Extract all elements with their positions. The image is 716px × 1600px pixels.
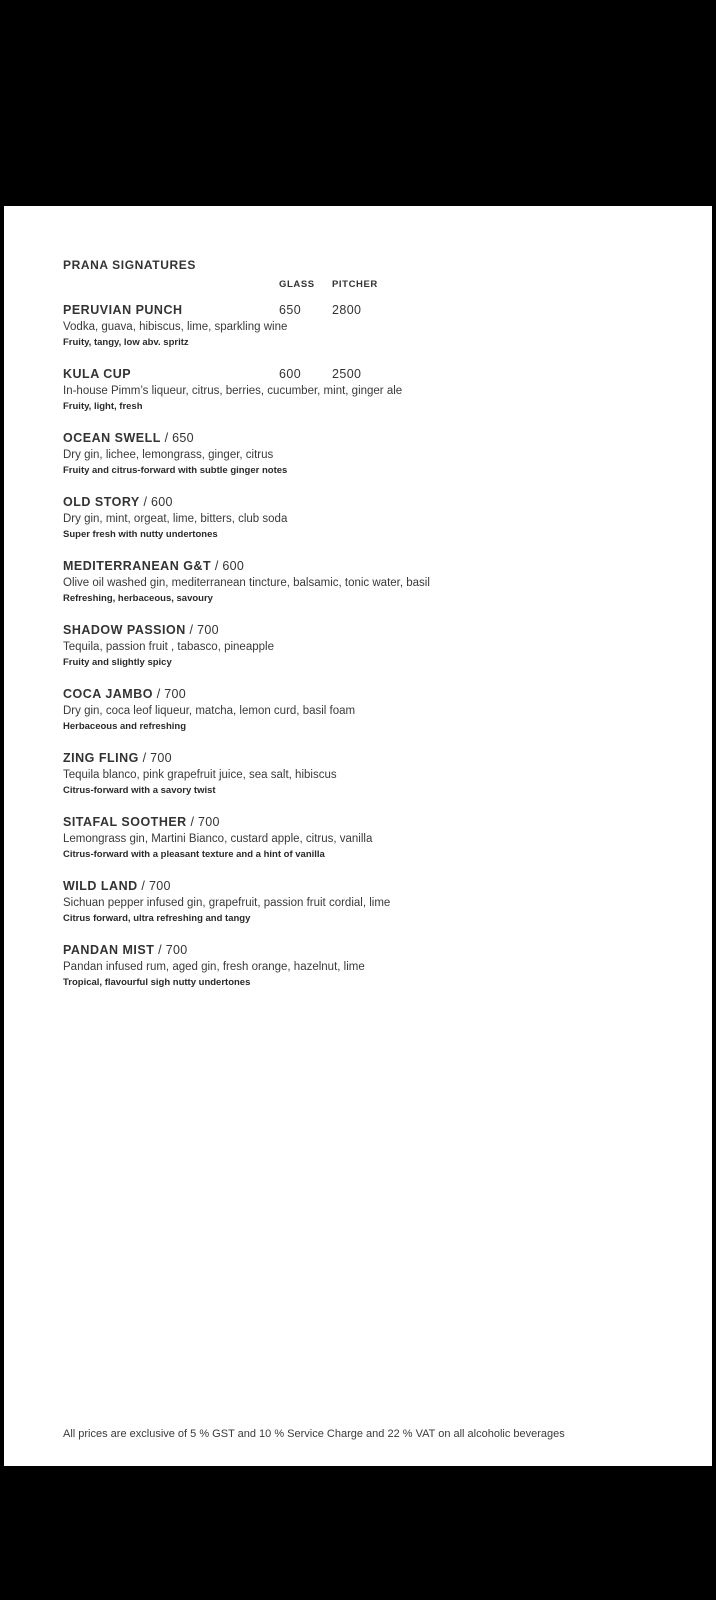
item-notes: Herbaceous and refreshing [63,721,187,732]
tax-footnote: All prices are exclusive of 5 % GST and 10 % Service Charge and 22 % VAT on all alcoholic beverages [63,1428,565,1440]
item-price-pitcher: 2800 [332,303,362,317]
item-ingredients: Vodka, guava, hibiscus, lime, sparkling wine [63,321,288,333]
menu-item-wild-land [63,878,683,927]
item-notes: Fruity, light, fresh [63,401,143,412]
item-ingredients: Dry gin, lichee, lemongrass, ginger, citrus [63,449,274,461]
column-header-pitcher: PITCHER [332,279,378,290]
menu-item-ocean-swell [63,430,683,479]
menu-item-zing-fling [63,750,683,799]
item-ingredients: Pandan infused rum, aged gin, fresh orange, hazelnut, lime [63,961,365,973]
item-notes: Tropical, flavourful sigh nutty undertones [63,977,251,988]
item-name-text: ZING FLING [63,751,139,765]
item-notes: Fruity and citrus-forward with subtle ginger notes [63,465,288,476]
item-price: / 700 [152,687,187,701]
item-name-text: COCA JAMBO [63,687,153,701]
menu-page [4,206,712,1466]
item-notes: Citrus forward, ultra refreshing and tangy [63,913,251,924]
item-name [63,750,683,767]
item-ingredients: Olive oil washed gin, mediterranean tincture, balsamic, tonic water, basil [63,577,430,589]
menu-item-mediterranean-gt [63,558,683,607]
item-price: / 700 [154,943,188,957]
item-name-text: PANDAN MIST [63,943,155,957]
item-price: / 650 [160,431,194,445]
menu-item-shadow-passion [63,622,683,671]
item-name [63,622,683,639]
item-notes: Fruity, tangy, low abv. spritz [63,337,189,348]
item-name [63,878,683,895]
item-ingredients: Lemongrass gin, Martini Bianco, custard apple, citrus, vanilla [63,833,373,845]
menu-item-peruvian-punch [63,302,683,351]
item-name: KULA CUP [63,367,132,381]
bottom-black-bar [0,1466,716,1600]
menu-item-old-story [63,494,683,543]
item-name-text: SITAFAL SOOTHER [63,815,187,829]
item-price: / 600 [139,495,173,509]
item-name-text: OLD STORY [63,495,140,509]
menu-item-pandan-mist [63,942,683,991]
item-price: / 700 [138,751,172,765]
item-price: / 700 [137,879,171,893]
item-price-glass: 650 [279,303,302,317]
menu-item-coca-jambo [63,686,683,735]
menu-item-kula-cup [63,366,683,415]
item-name-text: OCEAN SWELL [63,431,161,445]
item-name: PERUVIAN PUNCH [63,303,183,317]
item-ingredients: Dry gin, coca leof liqueur, matcha, lemon curd, basil foam [63,705,356,717]
item-ingredients: Sichuan pepper infused gin, grapefruit, passion fruit cordial, lime [63,897,391,909]
item-name-text: WILD LAND [63,879,138,893]
item-name [63,942,683,959]
item-name-text: MEDITERRANEAN G&T [63,559,212,573]
item-name-text: SHADOW PASSION [63,623,186,637]
column-header-glass: GLASS [279,279,315,290]
item-price: / 700 [185,623,219,637]
item-notes: Super fresh with nutty undertones [63,529,218,540]
item-price-glass: 600 [279,367,302,381]
item-ingredients: Dry gin, mint, orgeat, lime, bitters, club soda [63,513,288,525]
item-notes: Fruity and slightly spicy [63,657,172,668]
item-name [63,430,683,447]
item-name [63,558,683,575]
section-title: PRANA SIGNATURES [63,258,196,272]
item-name [63,686,683,703]
item-notes: Citrus-forward with a pleasant texture and a hint of vanilla [63,849,325,860]
item-ingredients: Tequila, passion fruit , tabasco, pineapple [63,641,274,653]
item-name [63,814,683,831]
item-price-pitcher: 2500 [332,367,362,381]
item-price: / 600 [211,559,245,573]
item-notes: Refreshing, herbaceous, savoury [63,593,213,604]
item-price: / 700 [186,815,220,829]
menu-item-sitafal-soother [63,814,683,863]
item-ingredients: In-house Pimm’s liqueur, citrus, berries, cucumber, mint, ginger ale [63,385,403,397]
item-name [63,494,683,511]
item-notes: Citrus-forward with a savory twist [63,785,216,796]
top-black-bar [0,0,716,206]
item-ingredients: Tequila blanco, pink grapefruit juice, sea salt, hibiscus [63,769,337,781]
